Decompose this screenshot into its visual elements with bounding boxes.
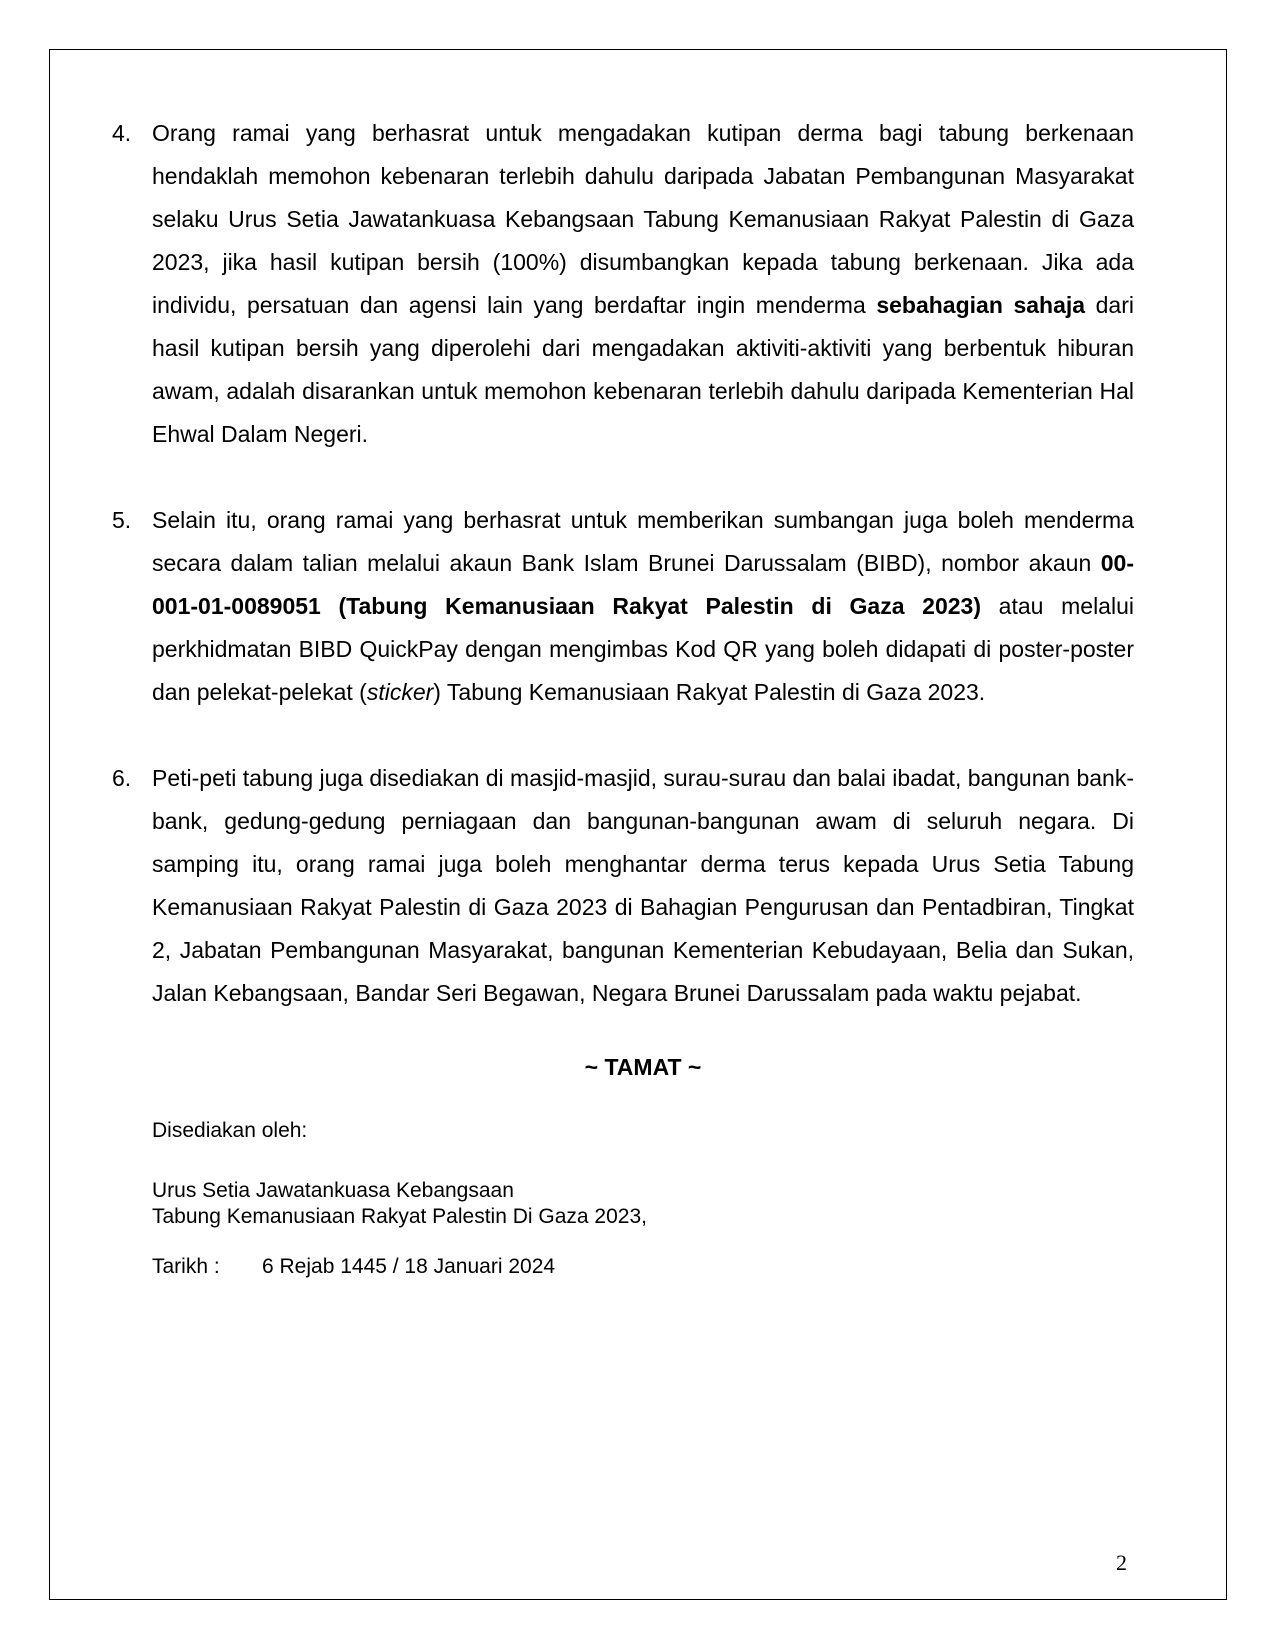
- item-text: [152, 112, 1134, 456]
- item-number: 4.: [112, 120, 132, 146]
- list-item-6: [112, 757, 1134, 1015]
- item-text-part: atau melalui perkhidmatan BIBD QuickPay dengan mengimbas Kod QR yang boleh didapati di poster-poster dan pelekat-pelekat (: [152, 593, 1134, 705]
- item-text-part: Orang ramai yang berhasrat untuk mengadakan kutipan derma bagi tabung berkenaan hendaklah memohon kebenaran terlebih dahulu daripada Jabatan Pembangunan Masyarakat selaku Urus Setia Jawatankuasa Kebangsaan Tabung Kemanusiaan Rakyat Palestin di Gaza 2023, jika hasil kutipan bersih (100%) disumbangkan kepada tabung berkenaan. Jika ada individu, persatuan dan agensi lain yang berdaftar ingin menderma: [152, 120, 1134, 318]
- ending-mark: ~ TAMAT ~: [584, 1054, 702, 1080]
- prepared-by-label: Disediakan oleh:: [152, 1119, 308, 1142]
- signature-date: [112, 1254, 1134, 1280]
- list-item-4: [112, 112, 1134, 456]
- item-text: [152, 499, 1134, 714]
- page-number: 2: [1116, 1550, 1127, 1575]
- document-body: [112, 112, 1134, 1280]
- item-text-part: Peti-peti tabung juga disediakan di masjid-masjid, surau-surau dan balai ibadat, bangunan bank-bank, gedung-gedung perniagaan dan bangunan-bangunan awam di seluruh negara. Di samping itu, orang ramai juga boleh menghantar derma terus kepada Urus Setia Tabung Kemanusiaan Rakyat Palestin di Gaza 2023 di Bahagian Pengurusan dan Pentadbiran, Tingkat 2, Jabatan Pembangunan Masyarakat, bangunan Kementerian Kebudayaan, Belia dan Sukan, Jalan Kebangsaan, Bandar Seri Begawan, Negara Brunei Darussalam pada waktu pejabat.: [152, 765, 1134, 1006]
- signature-organization: [112, 1178, 1134, 1230]
- item-number: 5.: [112, 507, 132, 533]
- item-number: 6.: [112, 765, 132, 791]
- item-text: [152, 757, 1134, 1015]
- item-text-part: Selain itu, orang ramai yang berhasrat untuk memberikan sumbangan juga boleh menderma secara dalam talian melalui akaun Bank Islam Brunei Darussalam (BIBD), nombor akaun: [152, 507, 1134, 576]
- item-text-italic: sticker: [366, 679, 434, 705]
- list-item-5: [112, 499, 1134, 714]
- org-line-2: Tabung Kemanusiaan Rakyat Palestin Di Gaza 2023,: [152, 1205, 647, 1228]
- org-line-1: Urus Setia Jawatankuasa Kebangsaan: [152, 1179, 514, 1202]
- date-value: 6 Rejab 1445 / 18 Januari 2024: [262, 1255, 556, 1278]
- item-text-part: ) Tabung Kemanusiaan Rakyat Palestin di Gaza 2023.: [433, 679, 986, 705]
- date-label: Tarikh :: [152, 1255, 220, 1278]
- item-text-bold: sebahagian sahaja: [876, 292, 1086, 318]
- item-text-part: dari hasil kutipan bersih yang diperolehi dari mengadakan aktiviti-aktiviti yang berbentuk hiburan awam, adalah disarankan untuk memohon kebenaran terlebih dahulu daripada Kementerian Hal Ehwal Dalam Negeri.: [152, 292, 1134, 447]
- account-number: 00-001-01-0089051 (Tabung Kemanusiaan Rakyat Palestin di Gaza 2023): [152, 550, 1134, 619]
